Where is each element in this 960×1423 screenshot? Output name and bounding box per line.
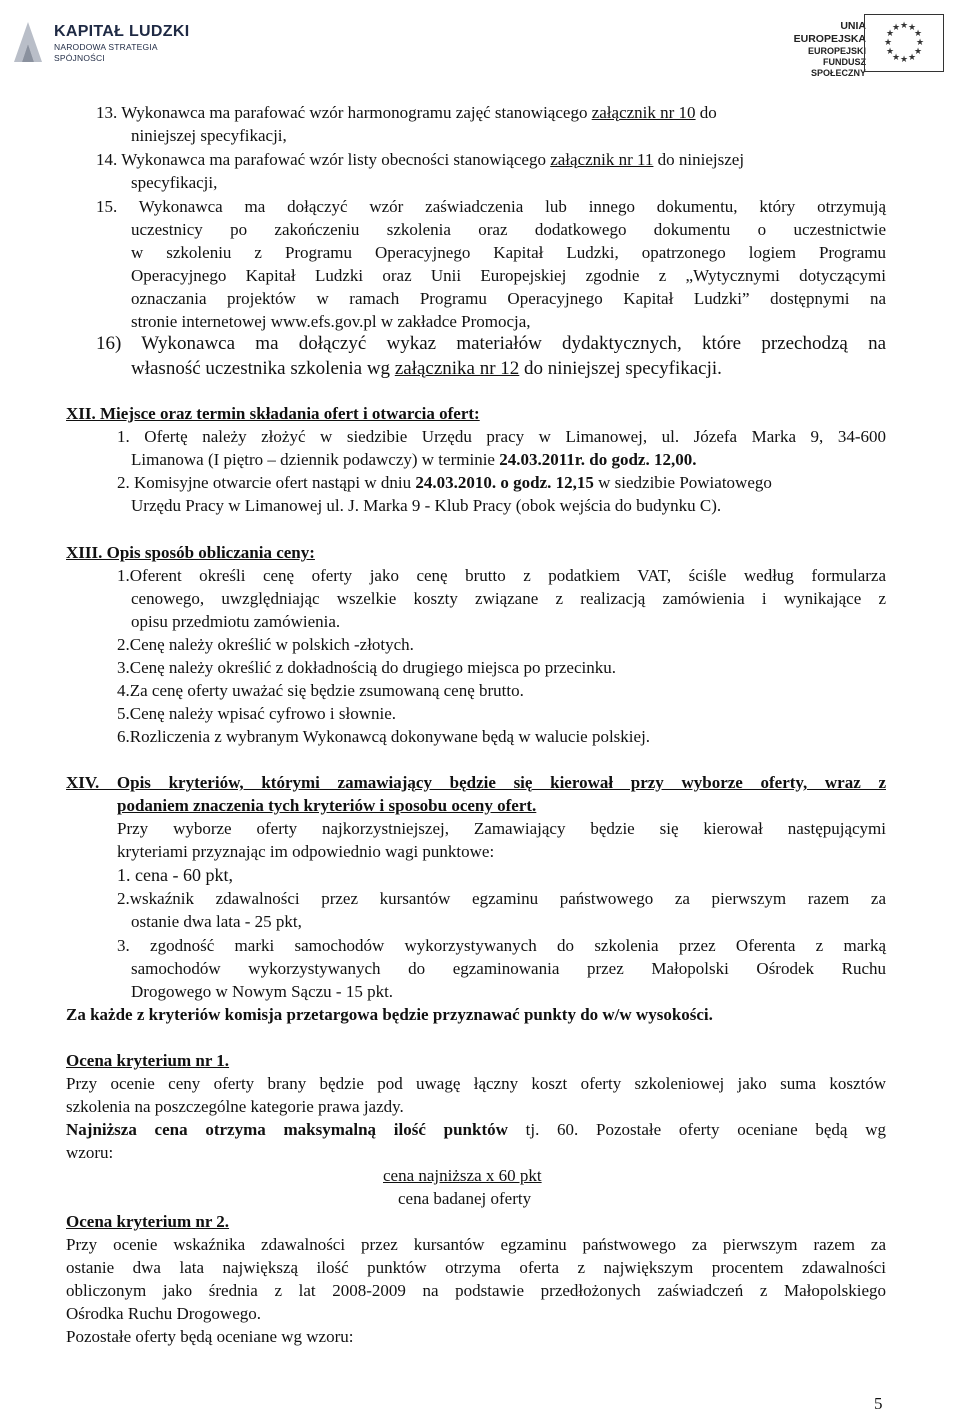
criterion-2-line-2: ostanie dwa lata - 25 pkt, (131, 912, 302, 931)
item-13-text-end: do (695, 103, 717, 122)
item-14-attachment-ref: załącznik nr 11 (550, 150, 654, 169)
kapital-ludzki-subtitle: NARODOWA STRATEGIA SPÓJNOŚCI (54, 42, 158, 63)
item-14-line-2: specyfikacji, (131, 173, 218, 192)
item-15-line-4: Operacyjnego Kapitał Ludzki oraz Unii Europejskiej zgodnie z „Wytycznymi dotyczącymi (131, 266, 886, 285)
criteria-bold-note: Za każde z kryteriów komisja przetargowa będzie przyznawać punkty do w/w wysokości. (66, 1005, 713, 1024)
svg-text:★: ★ (913, 47, 923, 57)
eu-logo (780, 14, 952, 78)
section-xii-point-2-text-end: w siedzibie Powiatowego (593, 473, 772, 492)
item-13-line-2: niniejszej specyfikacji, (131, 126, 287, 145)
criterion-3-line-3: Drogowego w Nowym Sączu - 15 pkt. (131, 982, 394, 1001)
item-13-attachment-ref: załącznik nr 10 (591, 103, 696, 122)
page-number: 5 (874, 1394, 883, 1413)
svg-text:★: ★ (907, 53, 917, 63)
item-16-text: własność uczestnika szkolenia wg (131, 358, 395, 379)
section-xiii-point-1-line-2: cenowego, uwzględniając wszelkie koszty związane z realizacją zamówienia i wynikające z (131, 589, 886, 608)
section-xii-point-2-text: 2. Komisyjne otwarcie ofert nastąpi w dniu (117, 473, 416, 492)
section-xiv-heading-line-2: podaniem znaczenia tych kryteriów i sposobu oceny ofert. (117, 796, 537, 815)
eu-logo-title: UNIA EUROPEJSKA (793, 20, 866, 45)
item-14-text-end: do niniejszej (653, 150, 745, 169)
section-xiii-point-5: 5.Cenę należy wpisać cyfrowo i słownie. (117, 704, 396, 723)
section-xii-point-1-line-1: 1. Ofertę należy złożyć w siedzibie Urzędu pracy w Limanowej, ul. Józefa Marka 9, 34-600 (117, 427, 886, 446)
ocena-1-line-3 (66, 1118, 886, 1141)
ocena-2-line-3: obliczonym jako średnia z lat 2008-2009 na podstawie przedłożonych zaświadczeń z Małopolskiego (66, 1281, 886, 1300)
item-16-line-2 (131, 356, 722, 382)
section-xiii-point-1-line-3: opisu przedmiotu zamówienia. (131, 612, 341, 631)
section-xiii-point-2: 2.Cenę należy określić w polskich -złotych. (117, 635, 414, 654)
ocena-2-line-5: Pozostałe oferty będą oceniane wg wzoru: (66, 1327, 354, 1346)
svg-text:★: ★ (915, 38, 925, 48)
section-xii-point-1-line-2 (131, 448, 696, 471)
item-16-text-end: do niniejszej specyfikacji. (519, 358, 722, 379)
section-xii-point-2-line-1 (117, 471, 772, 494)
criterion-3-line-2: samochodów wykorzystywanych do egzaminowania przez Małopolski Ośrodek Ruchu (131, 959, 886, 978)
item-15-line-5: oznaczania projektów w ramach Programu Operacyjnego Kapitał Ludzki” dostępnymi na (131, 289, 886, 308)
section-xiii-point-3: 3.Cenę należy określić z dokładnością do drugiego miejsca po przecinku. (117, 658, 616, 677)
item-13-text: 13. Wykonawca ma parafować wzór harmonogramu zajęć stanowiącego (96, 103, 592, 122)
section-xiii-point-6: 6.Rozliczenia z wybranym Wykonawcą dokonywane będą w walucie polskiej. (117, 727, 651, 746)
eu-logo-sub1: EUROPEJSKI (807, 46, 866, 56)
section-xiii-point-4: 4.Za cenę oferty uważać się będzie zsumowaną cenę brutto. (117, 681, 524, 700)
svg-text:★: ★ (885, 29, 895, 39)
svg-text:★: ★ (883, 38, 893, 48)
svg-text:★: ★ (907, 23, 917, 33)
ocena-2-heading: Ocena kryterium nr 2. (66, 1212, 230, 1231)
item-15-line-3: w szkoleniu z Programu Operacyjnego Kapitał Ludzki, opatrzonego logiem Programu (131, 243, 886, 262)
section-xiv-intro-line-2: kryteriami przyznając im odpowiednio wagi punktowe: (117, 842, 495, 861)
criterion-3-line-1: 3. zgodność marki samochodów wykorzystywanych do szkolenia przez Oferenta z marką (117, 936, 886, 955)
eu-flag-icon (864, 14, 944, 72)
section-xiii-heading: XIII. Opis sposób obliczania ceny: (66, 543, 315, 562)
ocena-1-line-1: Przy ocenie ceny oferty brany będzie pod uwagę łączny koszt oferty szkoleniowej jako suma kosztów (66, 1074, 886, 1093)
ocena-1-heading: Ocena kryterium nr 1. (66, 1051, 230, 1070)
svg-text:★: ★ (891, 53, 901, 63)
svg-text:★: ★ (891, 23, 901, 33)
item-14-text: 14. Wykonawca ma parafować wzór listy obecności stanowiącego (96, 150, 551, 169)
kapital-ludzki-title: KAPITAŁ LUDZKI (54, 23, 190, 40)
svg-text:★: ★ (899, 55, 909, 65)
item-15-line-1: 15. Wykonawca ma dołączyć wzór zaświadczenia lub innego dokumentu, który otrzymują (96, 197, 886, 216)
section-xiii-point-1-line-1: 1.Oferent określi cenę oferty jako cenę brutto z podatkiem VAT, ściśle według formularza (117, 566, 886, 585)
item-13-line-1 (96, 101, 886, 124)
item-16-line-1: 16) Wykonawca ma dołączyć wykaz materiałów dydaktycznych, które przechodzą na (96, 333, 886, 354)
svg-text:★: ★ (899, 21, 909, 31)
svg-text:★: ★ (885, 47, 895, 57)
formula-denominator: cena badanej oferty (398, 1189, 532, 1208)
formula-numerator: cena najniższa x 60 pkt (383, 1166, 542, 1185)
ocena-1-line-2: szkolenia na poszczególne kategorie prawa jazdy. (66, 1097, 404, 1116)
ocena-2-line-1: Przy ocenie wskaźnika zdawalności przez kursantów egzaminu państwowego za pierwszym razem za (66, 1235, 886, 1254)
item-16-attachment-ref: załącznika nr 12 (394, 358, 520, 379)
section-xiv-intro-line-1: Przy wyborze oferty najkorzystniejszej, Zamawiający będzie się kierował następującymi (117, 819, 886, 838)
section-xii-point-2-line-2: Urzędu Pracy w Limanowej ul. J. Marka 9 - Klub Pracy (obok wejścia do budynku C). (131, 496, 722, 515)
ocena-2-line-2: ostanie dwa lata największą ilość punktów otrzyma oferta z największym procentem zdawalności (66, 1258, 886, 1277)
item-15-line-2: uczestnicy po zakończeniu szkolenia oraz dodatkowego dokumentu o uczestnictwie (131, 220, 886, 239)
ocena-1-text: tj. 60. Pozostałe oferty oceniane będą wg (507, 1120, 886, 1139)
ocena-1-line-4: wzoru: (66, 1143, 114, 1162)
criterion-1: 1. cena - 60 pkt, (117, 865, 233, 885)
criterion-2-line-1: 2.wskaźnik zdawalności przez kursantów egzaminu państwowego za pierwszym razem za (117, 889, 886, 908)
item-14-line-1 (96, 148, 744, 171)
section-xiv-heading-line-1: XIV. Opis kryteriów, którymi zamawiający będzie się kierował przy wyborze oferty, wraz z (66, 773, 886, 792)
item-15-line-6: stronie internetowej www.efs.gov.pl w zakładce Promocja, (131, 312, 531, 331)
ocena-1-bold-text: Najniższa cena otrzyma maksymalną ilość punktów (66, 1120, 508, 1139)
kapital-ludzki-emblem-icon (8, 18, 48, 68)
eu-logo-sub2: FUNDUSZ SPOŁECZNY (810, 57, 866, 78)
section-xii-opening-date: 24.03.2010. o godz. 12,15 (415, 473, 594, 492)
section-xii-deadline: 24.03.2011r. do godz. 12,00. (499, 450, 697, 469)
section-xii-heading: XII. Miejsce oraz termin składania ofert i otwarcia ofert: (66, 404, 480, 423)
svg-text:★: ★ (913, 29, 923, 39)
kapital-ludzki-logo (8, 18, 198, 70)
section-xii-point-1-text: Limanowa (I piętro – dziennik podawczy) w terminie (131, 450, 500, 469)
ocena-2-line-4: Ośrodka Ruchu Drogowego. (66, 1304, 261, 1323)
